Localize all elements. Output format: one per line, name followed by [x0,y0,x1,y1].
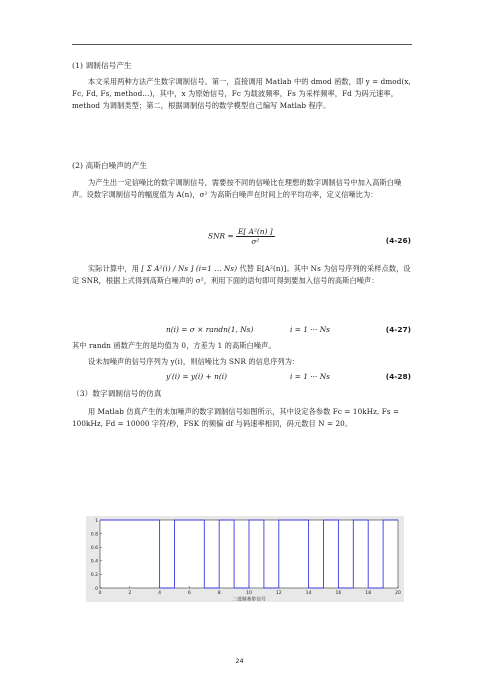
section-1-heading: (1) 调制信号产生 [72,61,132,70]
y-tick-label: 0.4 [90,559,98,565]
section-3-paragraph: 用 Matlab 仿真产生的未加噪声的数字调制信号如图所示，其中设定各参数 Fc = 10kHz, Fs = 100kHz, Fd = 10000 字符/秒，FSK 的频偏 df 与码速率相同，码元数目 N = 20。 [72,407,400,428]
equation-4-27-range: i = 1 ··· Ns [290,325,330,334]
x-tick-label: 4 [158,591,162,596]
y-tick-label: 1 [95,518,98,524]
p2-text-a: 实际计算中，用 [88,264,140,273]
x-tick-label: 18 [365,591,372,596]
equation-4-26 [208,227,275,246]
section-1-paragraph: 本文采用两种方法产生数字调制信号。第一，直接调用 Matlab 中的 dmod 函数，即 y = dmod(x, Fc, Fd, Fs, method...)，其中，x 为原始信号，Fc 为载波频率，Fs 为采样频率，Fd 为码元速率，method 为调制类型；第二，根据调制信号的数学模型自己编写 Matlab 程序。 [72,77,411,110]
section-2-paragraph-3: 其中 randn 函数产生的是均值为 0，方差为 1 的高斯白噪声。 [72,341,276,350]
p2-sum-expression: [ Σ A²(i) / Ns ] (i=1 … Ns) [141,264,238,273]
y-tick-label: 0.2 [90,573,98,579]
equation-label-4-26: (4-26) [385,236,411,245]
page-number: 24 [235,657,244,665]
x-tick-label: 14 [305,591,312,596]
eq1-numerator: E[ A²(n) ] [238,227,273,236]
y-tick-label: 0.8 [90,532,98,538]
y-tick-label: 0.6 [90,546,98,551]
x-tick-label: 20 [395,591,401,596]
section-3-heading: （3）数字调制信号的仿真 [72,389,162,398]
equation-4-28-range: i = 1 ··· Ns [290,372,330,381]
equation-label-4-27: (4-27) [385,325,411,334]
eq1-lhs: SNR = [208,231,234,241]
x-tick-label: 2 [128,591,132,596]
x-tick-label: 0 [98,591,102,596]
section-2-paragraph-1: 为产生出一定信噪比的数字调制信号，需要按不同的信噪比在理想的数字调制信号中加入高斯白噪声。设数字调制信号的幅度值为 A(n)，σ² 为高斯白噪声在时间上的平均功率，定义信噪比为： [72,178,402,199]
equation-4-28: y′(i) = y(i) + n(i) [166,372,227,381]
x-tick-label: 12 [275,591,282,596]
section-2-paragraph-2 [72,263,412,287]
y-tick-label: 0 [95,586,98,592]
equation-label-4-28: (4-28) [385,372,411,381]
binary-baseband-signal-chart [86,516,404,602]
x-tick-label: 16 [335,591,342,596]
x-tick-label: 8 [217,591,221,596]
equation-4-27: n(i) = σ × randn(1, Ns) [166,325,254,334]
section-2-paragraph-4: 设未加噪声的信号序列为 y(i)，则信噪比为 SNR 的信息序列为： [88,357,300,366]
x-axis-label: 二进制基带信号 [232,597,266,602]
p2-text-b: 代替 E[A²(n)]。其中 Ns 为信号序列的采样点数，设定 SNR，根据上式得到高斯白噪声的 σ²，利用下面的语句即可得到要加入信号的高斯白噪声： [72,264,411,285]
x-tick-label: 6 [187,591,191,596]
section-2-heading: (2) 高斯白噪声的产生 [72,161,148,170]
x-tick-label: 10 [246,591,252,596]
header-rule [72,44,412,45]
eq1-fraction [236,227,275,246]
eq1-denominator: σ² [251,237,260,246]
